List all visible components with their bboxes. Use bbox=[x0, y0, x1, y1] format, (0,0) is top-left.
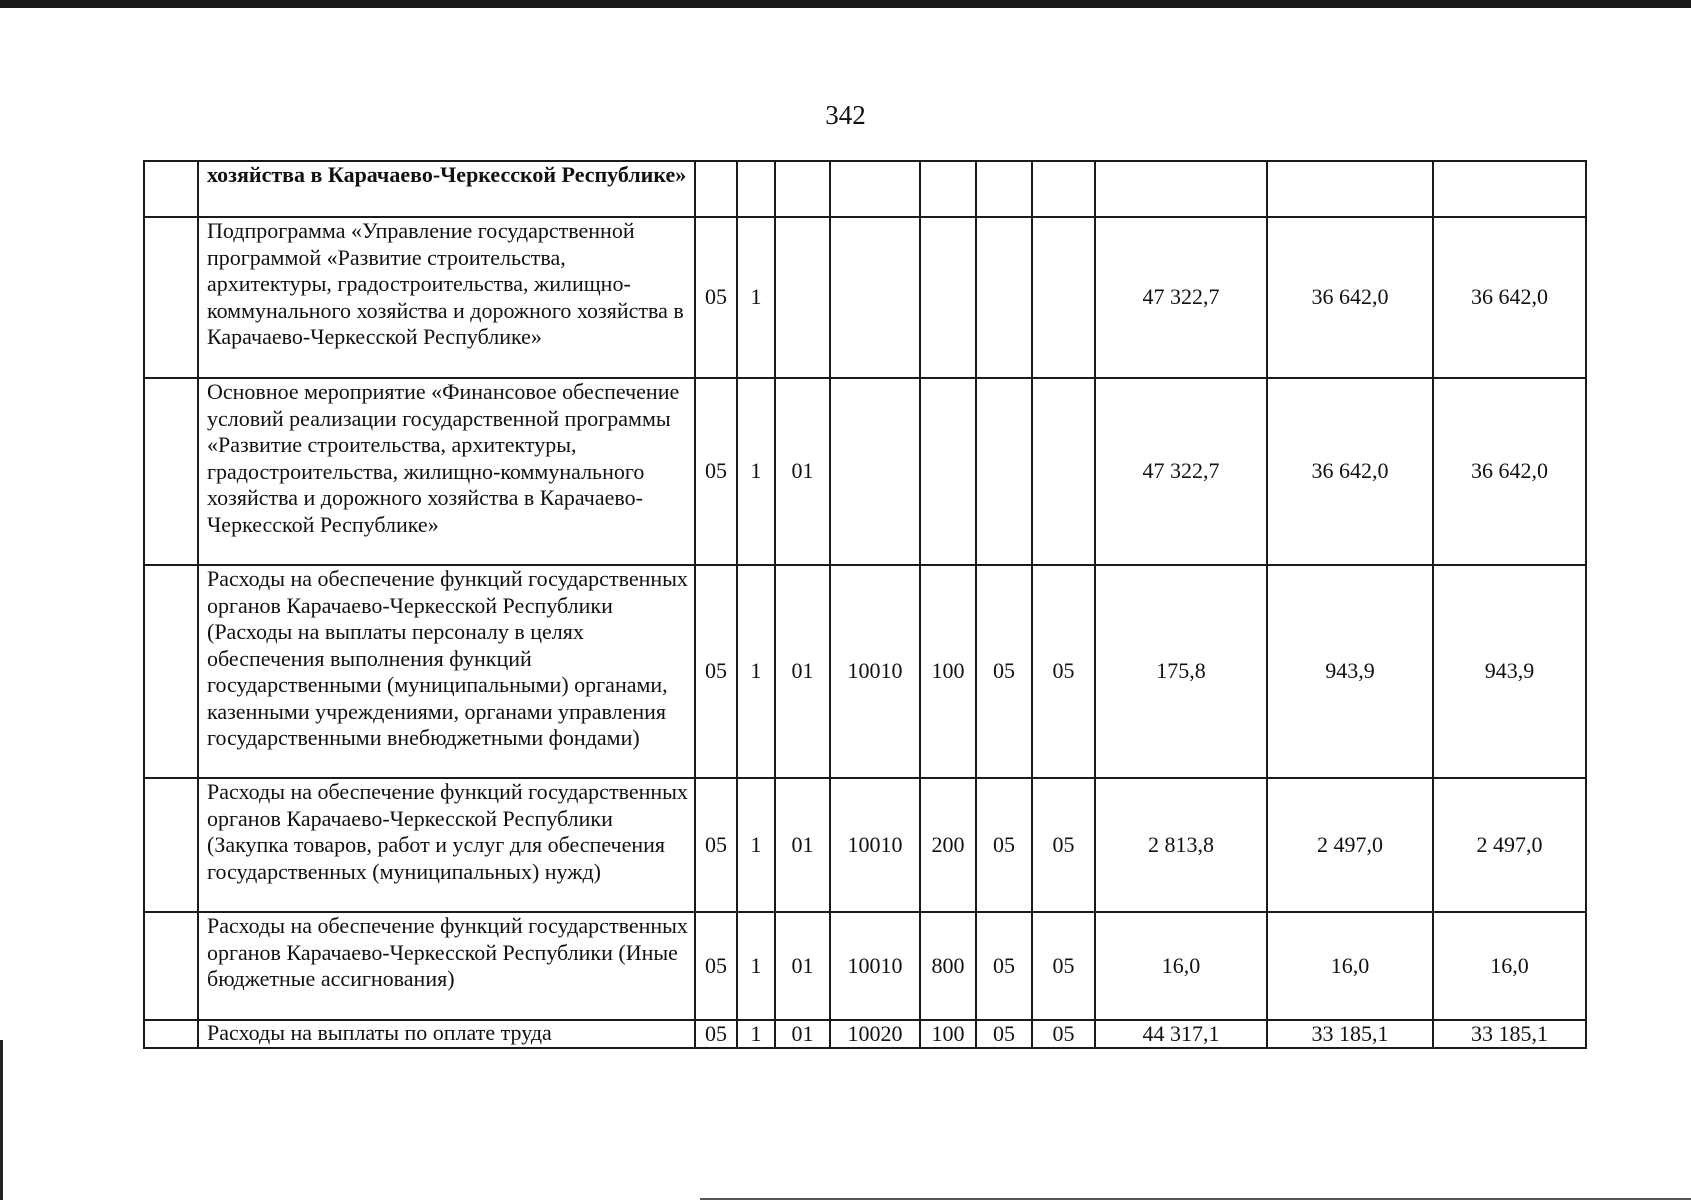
code-cell-direction bbox=[830, 217, 920, 378]
table-row bbox=[144, 161, 1586, 217]
row-name-cell: Основное мероприятие «Финансовое обеспечение условий реализации государственной программы «Развитие строительства, архитектуры, градостроительства, жилищно-коммунального хозяйства и дорожного хозяйства в Карачаево-Черкесской Республике» bbox=[198, 378, 695, 565]
code-cell-activity: 01 bbox=[775, 378, 830, 565]
code-cell-subsection: 05 bbox=[1032, 1020, 1095, 1048]
amount-cell-year3: 2 497,0 bbox=[1433, 778, 1586, 912]
code-cell-chapter: 05 bbox=[976, 565, 1032, 778]
code-cell-expense-type bbox=[920, 161, 976, 217]
code-cell-chapter: 05 bbox=[976, 778, 1032, 912]
code-cell-expense-type: 800 bbox=[920, 912, 976, 1020]
code-cell-subsection bbox=[1032, 161, 1095, 217]
amount-cell-year3: 36 642,0 bbox=[1433, 378, 1586, 565]
code-cell-expense-type bbox=[920, 378, 976, 565]
row-index-cell bbox=[144, 378, 198, 565]
row-index-cell bbox=[144, 912, 198, 1020]
code-cell-activity: 01 bbox=[775, 912, 830, 1020]
row-name-cell: Расходы на обеспечение функций государственных органов Карачаево-Черкесской Республики (Закупка товаров, работ и услуг для обеспечения государственных (муниципальных) нужд) bbox=[198, 778, 695, 912]
table-row bbox=[144, 912, 1586, 1020]
amount-cell-year1: 2 813,8 bbox=[1095, 778, 1267, 912]
code-cell-subsection: 05 bbox=[1032, 912, 1095, 1020]
code-cell-section: 05 bbox=[695, 778, 737, 912]
amount-cell-year3 bbox=[1433, 161, 1586, 217]
amount-cell-year1: 44 317,1 bbox=[1095, 1020, 1267, 1048]
budget-table bbox=[143, 160, 1587, 1049]
code-cell-expense-type: 200 bbox=[920, 778, 976, 912]
amount-cell-year2: 36 642,0 bbox=[1267, 217, 1433, 378]
row-index-cell bbox=[144, 161, 198, 217]
amount-cell-year2: 36 642,0 bbox=[1267, 378, 1433, 565]
code-cell-direction bbox=[830, 161, 920, 217]
row-name-cell: хозяйства в Карачаево-Черкесской Республике» bbox=[198, 161, 695, 217]
code-cell-program bbox=[737, 161, 775, 217]
amount-cell-year1 bbox=[1095, 161, 1267, 217]
amount-cell-year2: 33 185,1 bbox=[1267, 1020, 1433, 1048]
code-cell-expense-type bbox=[920, 217, 976, 378]
top-border-rule bbox=[0, 0, 1691, 8]
row-index-cell bbox=[144, 565, 198, 778]
code-cell-activity: 01 bbox=[775, 778, 830, 912]
code-cell-direction bbox=[830, 378, 920, 565]
table-row bbox=[144, 1020, 1586, 1048]
amount-cell-year1: 175,8 bbox=[1095, 565, 1267, 778]
amount-cell-year2: 2 497,0 bbox=[1267, 778, 1433, 912]
amount-cell-year3: 16,0 bbox=[1433, 912, 1586, 1020]
code-cell-direction: 10010 bbox=[830, 565, 920, 778]
code-cell-section bbox=[695, 161, 737, 217]
amount-cell-year3: 943,9 bbox=[1433, 565, 1586, 778]
code-cell-direction: 10020 bbox=[830, 1020, 920, 1048]
table-row bbox=[144, 778, 1586, 912]
row-name-cell: Расходы на выплаты по оплате труда bbox=[198, 1020, 695, 1048]
code-cell-expense-type: 100 bbox=[920, 565, 976, 778]
code-cell-chapter: 05 bbox=[976, 912, 1032, 1020]
amount-cell-year3: 36 642,0 bbox=[1433, 217, 1586, 378]
code-cell-direction: 10010 bbox=[830, 912, 920, 1020]
code-cell-chapter: 05 bbox=[976, 1020, 1032, 1048]
code-cell-program: 1 bbox=[737, 1020, 775, 1048]
code-cell-program: 1 bbox=[737, 778, 775, 912]
code-cell-subsection: 05 bbox=[1032, 565, 1095, 778]
code-cell-chapter bbox=[976, 378, 1032, 565]
scan-edge-mark bbox=[0, 1040, 3, 1200]
code-cell-chapter bbox=[976, 161, 1032, 217]
row-name-cell: Расходы на обеспечение функций государственных органов Карачаево-Черкесской Республики (Иные бюджетные ассигнования) bbox=[198, 912, 695, 1020]
code-cell-section: 05 bbox=[695, 1020, 737, 1048]
code-cell-activity: 01 bbox=[775, 1020, 830, 1048]
amount-cell-year1: 16,0 bbox=[1095, 912, 1267, 1020]
row-index-cell bbox=[144, 778, 198, 912]
amount-cell-year1: 47 322,7 bbox=[1095, 217, 1267, 378]
row-index-cell bbox=[144, 1020, 198, 1048]
code-cell-section: 05 bbox=[695, 217, 737, 378]
code-cell-activity bbox=[775, 217, 830, 378]
amount-cell-year2: 943,9 bbox=[1267, 565, 1433, 778]
code-cell-activity bbox=[775, 161, 830, 217]
code-cell-program: 1 bbox=[737, 378, 775, 565]
table-row bbox=[144, 217, 1586, 378]
code-cell-section: 05 bbox=[695, 378, 737, 565]
code-cell-section: 05 bbox=[695, 912, 737, 1020]
row-name-cell: Подпрограмма «Управление государственной программой «Развитие строительства, архитектуры, градостроительства, жилищно-коммунального хозяйства и дорожного хозяйства в Карачаево-Черкесской Республике» bbox=[198, 217, 695, 378]
page-number: 342 bbox=[825, 100, 866, 130]
row-index-cell bbox=[144, 217, 198, 378]
amount-cell-year2: 16,0 bbox=[1267, 912, 1433, 1020]
amount-cell-year2 bbox=[1267, 161, 1433, 217]
code-cell-subsection: 05 bbox=[1032, 778, 1095, 912]
table-row bbox=[144, 378, 1586, 565]
row-name-cell: Расходы на обеспечение функций государственных органов Карачаево-Черкесской Республики (Расходы на выплаты персоналу в целях обеспечения выполнения функций государственными (муниципальными) органами, казенными учреждениями, органами управления государственными внебюджетными фондами) bbox=[198, 565, 695, 778]
code-cell-program: 1 bbox=[737, 565, 775, 778]
code-cell-chapter bbox=[976, 217, 1032, 378]
code-cell-section: 05 bbox=[695, 565, 737, 778]
table-row bbox=[144, 565, 1586, 778]
code-cell-subsection bbox=[1032, 217, 1095, 378]
amount-cell-year1: 47 322,7 bbox=[1095, 378, 1267, 565]
code-cell-program: 1 bbox=[737, 217, 775, 378]
amount-cell-year3: 33 185,1 bbox=[1433, 1020, 1586, 1048]
code-cell-direction: 10010 bbox=[830, 778, 920, 912]
code-cell-activity: 01 bbox=[775, 565, 830, 778]
code-cell-expense-type: 100 bbox=[920, 1020, 976, 1048]
code-cell-program: 1 bbox=[737, 912, 775, 1020]
code-cell-subsection bbox=[1032, 378, 1095, 565]
